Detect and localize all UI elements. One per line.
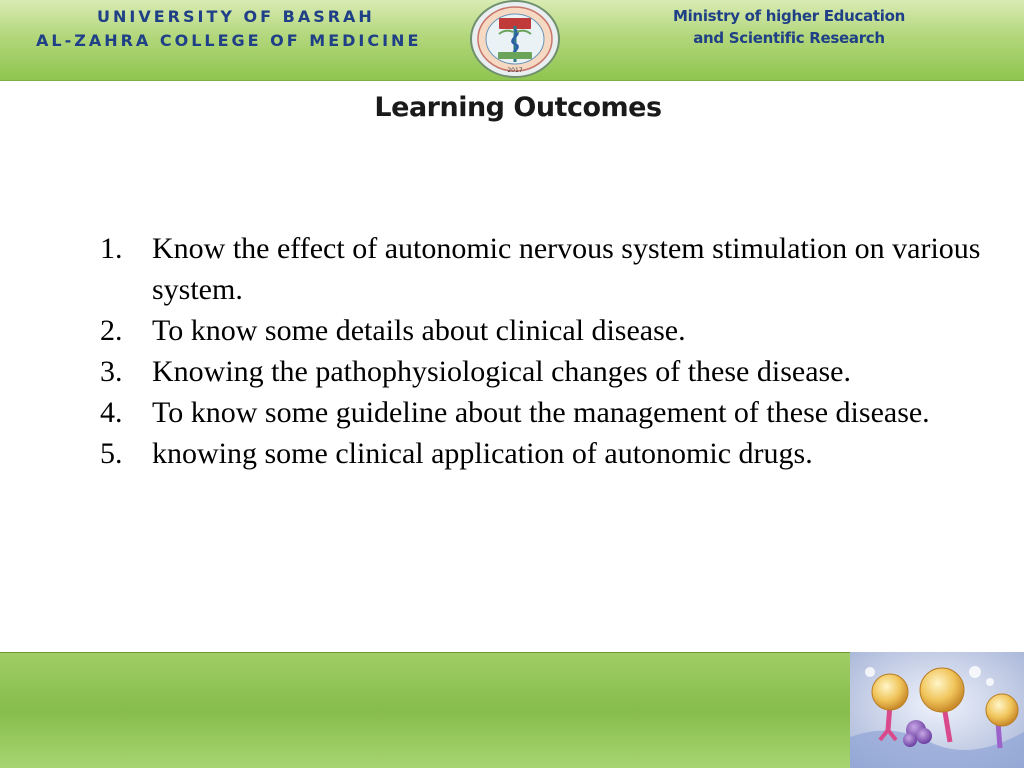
list-item [96, 433, 991, 474]
page-title: Learning Outcomes [374, 92, 662, 123]
header-band [0, 0, 1024, 81]
item-number: 2. [100, 314, 123, 347]
item-text: knowing some clinical application of autonomic drugs. [152, 437, 813, 470]
list-item [96, 392, 991, 433]
ministry-line-1: Ministry of higher Education [672, 7, 906, 25]
item-text: Know the effect of autonomic nervous system stimulation on various system. [152, 232, 981, 306]
list-item [96, 228, 991, 310]
item-text: To know some guideline about the management of these disease. [152, 396, 930, 429]
item-number: 3. [100, 355, 123, 388]
logo-year: 2017 [507, 67, 523, 74]
item-text: To know some details about clinical disease. [152, 314, 686, 347]
item-number: 1. [100, 232, 123, 265]
college-name: AL-ZAHRA COLLEGE OF MEDICINE [36, 31, 422, 50]
ministry-text [640, 5, 938, 49]
item-number: 5. [100, 437, 123, 470]
ministry-line-2: and Scientific Research [693, 29, 885, 47]
item-text: Knowing the pathophysiological changes of these disease. [152, 355, 851, 388]
college-logo-icon [468, 0, 562, 78]
outcomes-list [96, 228, 991, 474]
list-item [96, 351, 991, 392]
item-number: 4. [100, 396, 123, 429]
list-item [96, 310, 991, 351]
molecule-illustration-icon [850, 652, 1024, 768]
university-name: UNIVERSITY OF BASRAH [97, 7, 375, 26]
